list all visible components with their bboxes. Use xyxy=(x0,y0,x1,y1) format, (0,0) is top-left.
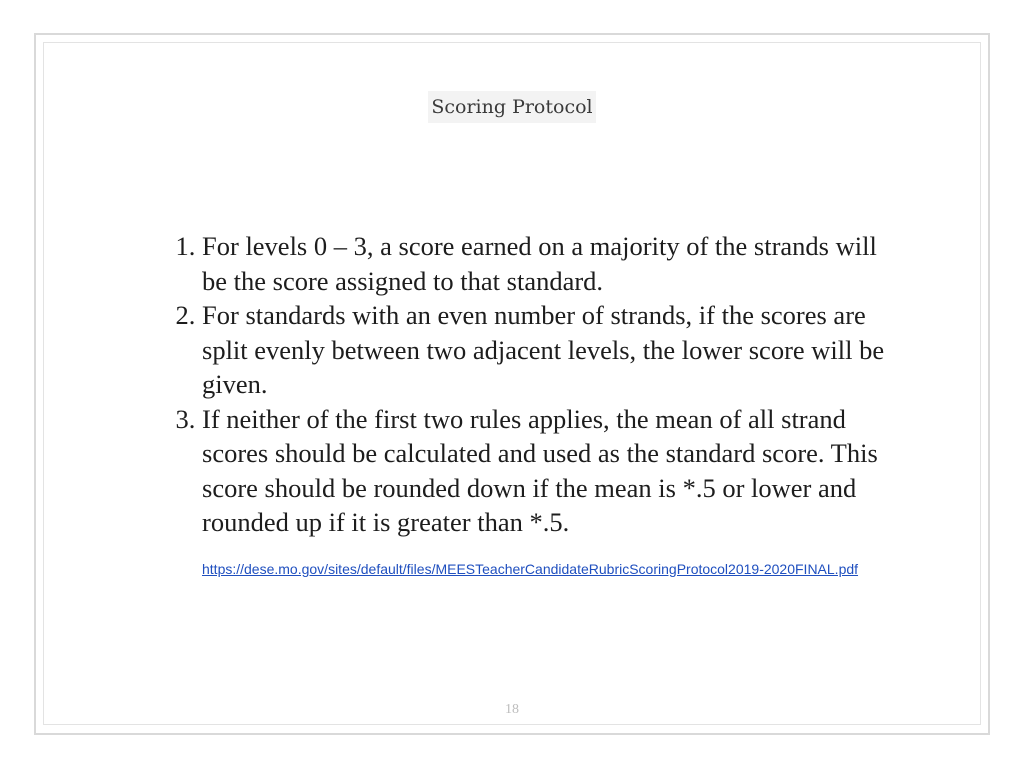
page-number: 18 xyxy=(505,702,519,717)
slide-content xyxy=(160,229,900,578)
rules-list xyxy=(160,229,900,540)
slide-title-container xyxy=(0,91,1024,123)
source-link[interactable]: https://dese.mo.gov/sites/default/files/MEESTeacherCandidateRubricScoringProtocol2019-2020FINAL.pdf xyxy=(202,560,859,577)
rule-item: 1. For levels 0 – 3, a score earned on a majority of the strands will be the score assigned to that standard. xyxy=(202,229,900,298)
rule-item: 2. For standards with an even number of strands, if the scores are split evenly between two adjacent levels, the lower score will be given. xyxy=(202,298,900,402)
rule-item: 3. If neither of the first two rules applies, the mean of all strand scores should be calculated and used as the standard score. This score should be rounded down if the mean is *.5 or lower and rounded up if it is greater than *.5. xyxy=(202,402,900,540)
slide-title: Scoring Protocol xyxy=(428,91,595,123)
